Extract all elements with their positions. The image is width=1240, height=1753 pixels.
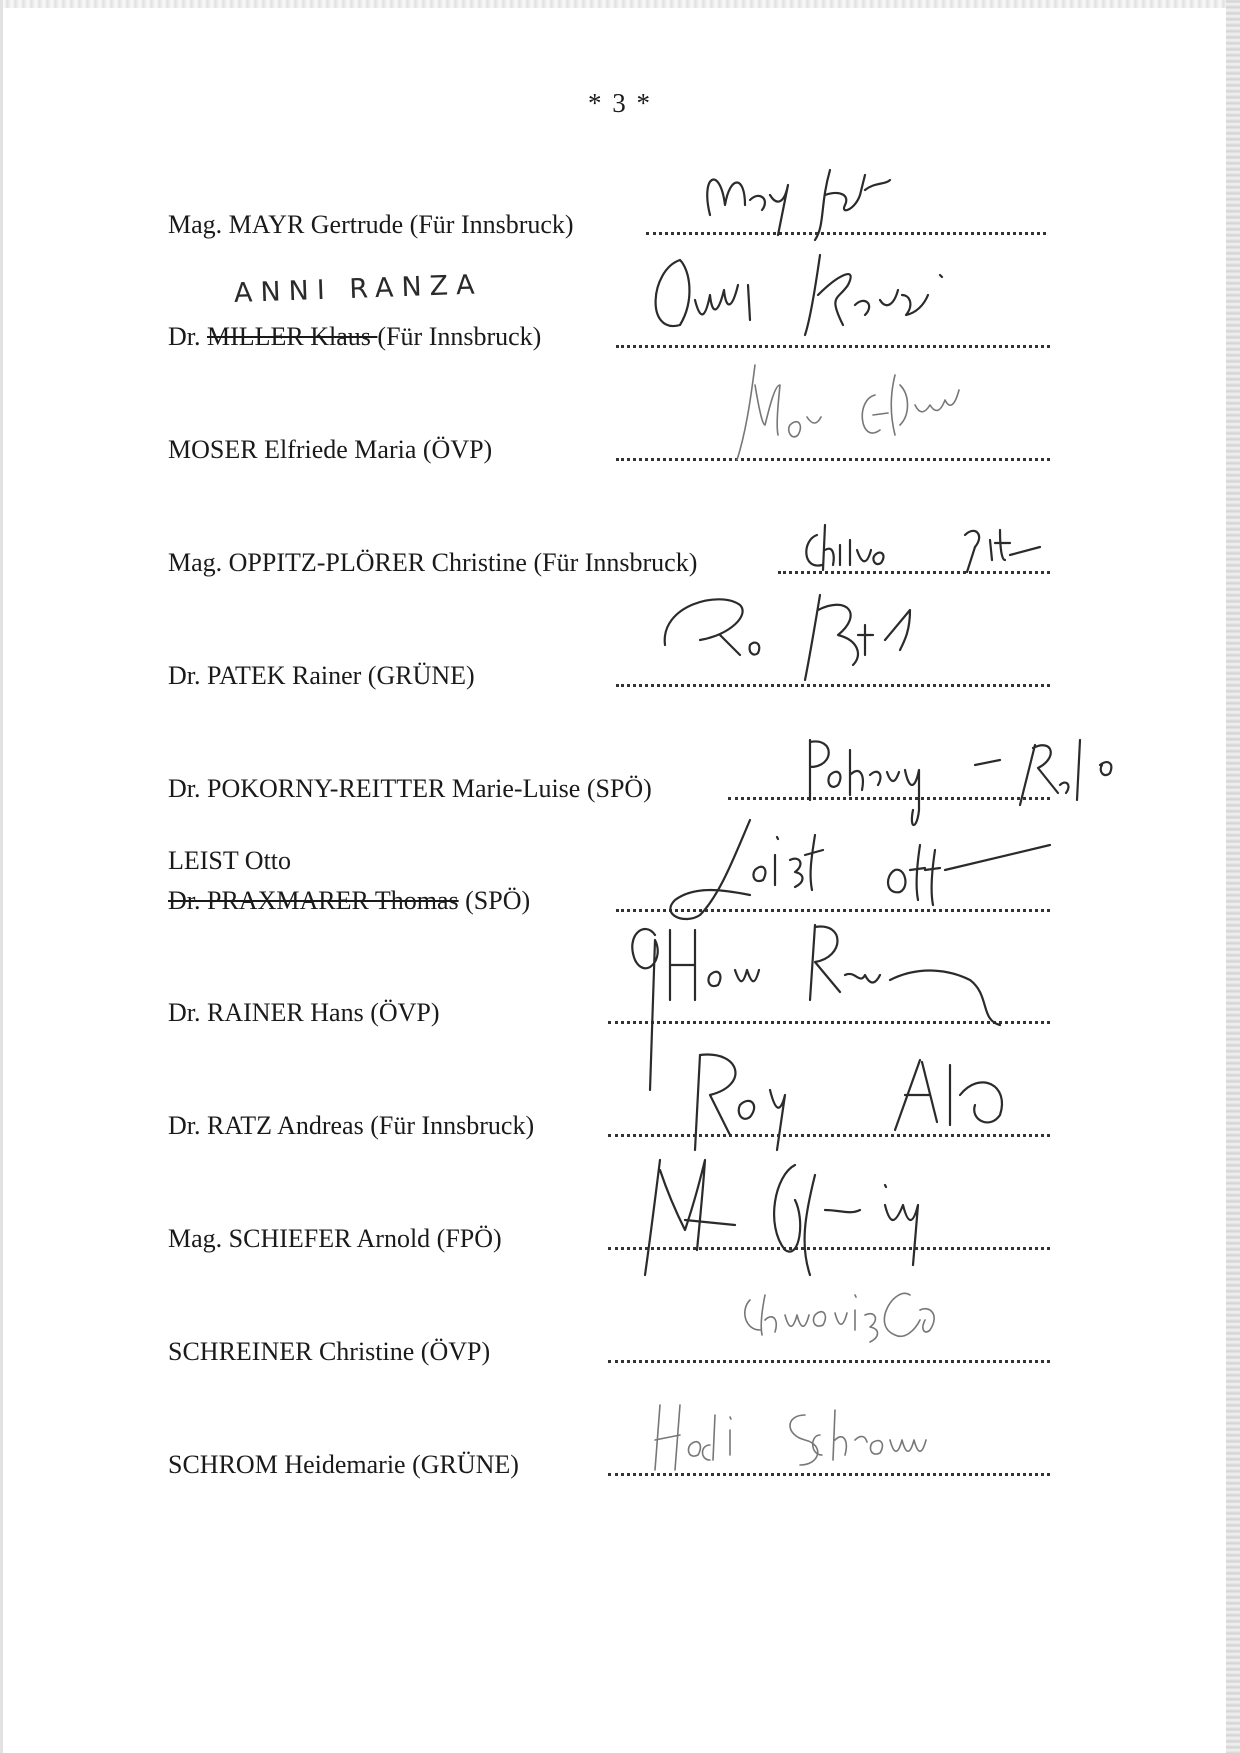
scan-edge-left [0, 0, 3, 1753]
signatory-name-ratz: Dr. RATZ Andreas (Für Innsbruck) [168, 1111, 535, 1140]
signatory-name-miller: Dr. MILLER Klaus (Für Innsbruck) [168, 322, 542, 351]
signature-schreiner [735, 1275, 1035, 1365]
signatory-name-schiefer: Mag. SCHIEFER Arnold (FPÖ) [168, 1224, 502, 1253]
struck-name: Dr. PRAXMARER Thomas [168, 886, 459, 915]
struck-name: MILLER Klaus [207, 322, 378, 351]
signature-schiefer [625, 1150, 1045, 1280]
scan-edge-top [0, 0, 1240, 8]
signatory-name-pokorny-reitter: Dr. POKORNY-REITTER Marie-Luise (SPÖ) [168, 774, 652, 803]
signatory-name-rainer: Dr. RAINER Hans (ÖVP) [168, 998, 440, 1027]
signatory-name-patek: Dr. PATEK Rainer (GRÜNE) [168, 661, 475, 690]
signature-oppitz [795, 515, 1065, 590]
signature-mayr [690, 145, 950, 245]
signature-ratz [660, 1040, 1070, 1160]
signatory-name-mayr: Mag. MAYR Gertrude (Für Innsbruck) [168, 210, 574, 239]
signature-patek [660, 585, 960, 685]
signature-ranzi [640, 240, 1000, 340]
signatory-name-schrom: SCHROM Heidemarie (GRÜNE) [168, 1450, 519, 1479]
signature-leist [655, 815, 1075, 930]
signature-line [616, 345, 1050, 348]
signatory-name-oppitz-ploerer: Mag. OPPITZ-PLÖRER Christine (Für Innsbruck) [168, 548, 698, 577]
signatory-replacement-name-leist: LEIST Otto [168, 846, 292, 875]
signature-moser [725, 355, 1005, 465]
signatory-name-praxmarer: Dr. PRAXMARER Thomas (SPÖ) [168, 886, 531, 915]
handwritten-replacement-name: ANNI RANZA [233, 269, 484, 309]
scan-edge-right [1226, 0, 1240, 1753]
signature-schrom [640, 1395, 980, 1480]
page-number: * 3 * [588, 88, 652, 118]
signatory-name-schreiner: SCHREINER Christine (ÖVP) [168, 1337, 491, 1366]
signatory-name-moser: MOSER Elfriede Maria (ÖVP) [168, 435, 493, 464]
